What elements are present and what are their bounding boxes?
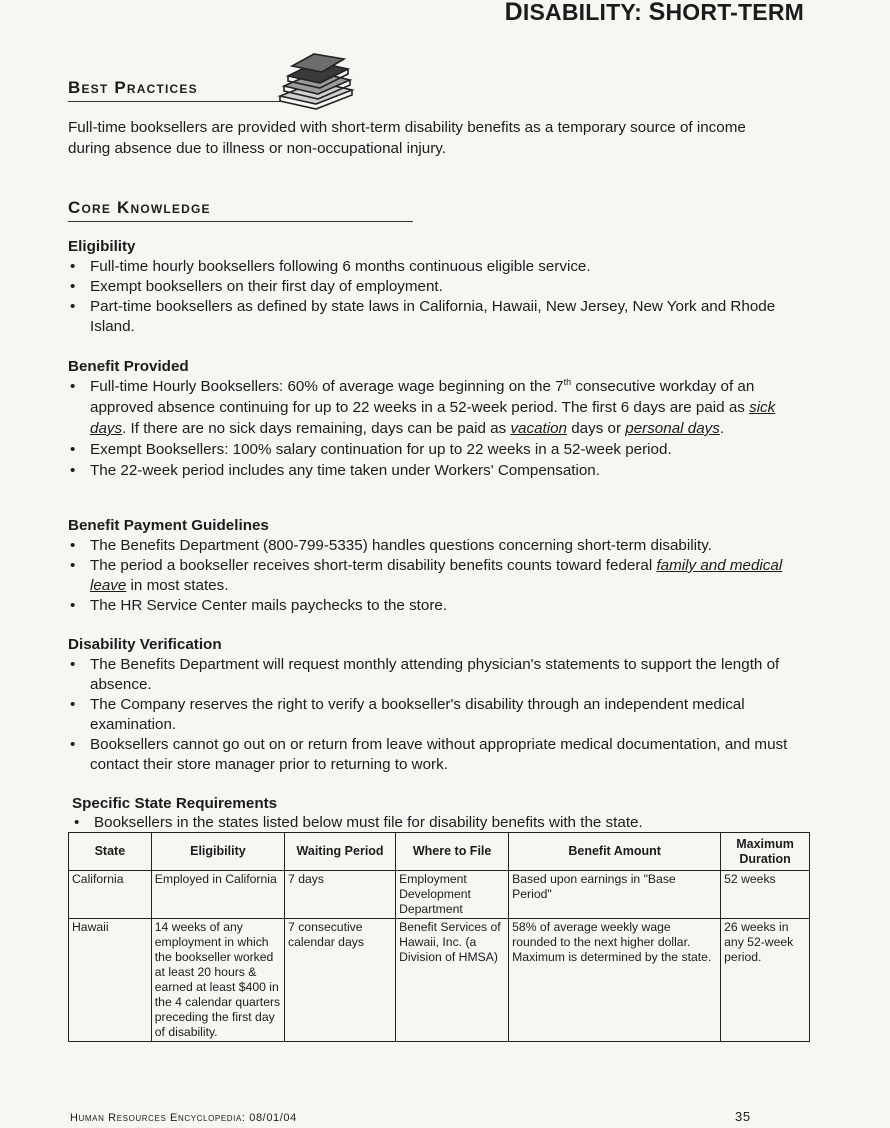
verification-heading: Disability Verification: [68, 636, 222, 653]
column-header: Where to File: [396, 833, 509, 871]
list-item: • The period a bookseller receives short-term disability benefits counts toward federal family and medical leave in most states.: [68, 556, 808, 596]
table-cell: Employed in California: [151, 871, 284, 919]
core-knowledge-rule: [68, 221, 413, 222]
table-cell: 14 weeks of any employment in which the bookseller worked at least 20 hours & earned at least $400 in the 4 calendar quarters preceding the first day of disability.: [151, 919, 284, 1042]
table-cell: Based upon earnings in "Base Period": [509, 871, 721, 919]
column-header: Maximum Duration: [721, 833, 810, 871]
payment-guidelines-heading: Benefit Payment Guidelines: [68, 517, 269, 534]
list-item: • Exempt Booksellers: 100% salary continuation for up to 22 weeks in a 52-week period.: [68, 439, 808, 460]
best-practices-text: Full-time booksellers are provided with short-term disability benefits as a temporary source of income during absence due to illness or non-occupational injury.: [68, 119, 746, 157]
state-requirements-heading: Specific State Requirements: [72, 795, 278, 812]
list-item: • Part-time booksellers as defined by state laws in California, Hawaii, New Jersey, New York and Rhode Island.: [68, 297, 798, 337]
footer-source: Human Resources Encyclopedia: 08/01/04: [70, 1112, 297, 1124]
benefit-provided-heading: Benefit Provided: [68, 358, 189, 375]
table-cell: California: [69, 871, 152, 919]
list-item: • Full-time Hourly Booksellers: 60% of average wage beginning on the 7th consecutive workday of an approved absence continuing for up to 22 weeks in a 52-week period. The first 6 days are paid as sick days. If there are no sick days remaining, days can be paid as vacation days or personal days.: [68, 376, 808, 439]
sick-days-link[interactable]: sick days: [90, 399, 776, 437]
family-medical-leave-link[interactable]: family and medical leave: [90, 557, 783, 594]
table-cell: 7 days: [285, 871, 396, 919]
list-item: • The HR Service Center mails paychecks to the store.: [68, 596, 808, 616]
verification-list: [68, 655, 788, 775]
eligibility-heading: Eligibility: [68, 238, 136, 255]
column-header: Benefit Amount: [509, 833, 721, 871]
list-item: • Booksellers cannot go out on or return from leave without appropriate medical documentation, and must contact their store manager prior to returning to work.: [68, 735, 788, 775]
list-item: • The Company reserves the right to verify a bookseller's disability through an independent medical examination.: [68, 695, 788, 735]
table-cell: 58% of average weekly wage rounded to the next higher dollar. Maximum is determined by the state.: [509, 919, 721, 1042]
table-cell: 26 weeks in any 52-week period.: [721, 919, 810, 1042]
list-item: • The Benefits Department will request monthly attending physician's statements to support the length of absence.: [68, 655, 788, 695]
table-cell: Benefit Services of Hawaii, Inc. (a Division of HMSA): [396, 919, 509, 1042]
list-item: • Full-time hourly booksellers following 6 months continuous eligible service.: [68, 257, 798, 277]
core-knowledge-heading: Core Knowledge: [68, 198, 211, 217]
list-item: • The 22-week period includes any time taken under Workers' Compensation.: [68, 460, 808, 481]
vacation-link[interactable]: vacation: [510, 420, 568, 437]
benefit-provided-list: [68, 376, 808, 481]
state-requirements-intro: [72, 813, 792, 833]
table-cell: 7 consecutive calendar days: [285, 919, 396, 1042]
column-header: Waiting Period: [285, 833, 396, 871]
list-item: • Booksellers in the states listed below must file for disability benefits with the state.: [72, 813, 792, 833]
page-number: 35: [735, 1109, 751, 1124]
table-row: [69, 871, 810, 919]
page-title: DISABILITY: SHORT-TERM: [504, 0, 804, 26]
list-item: • The Benefits Department (800-799-5335) handles questions concerning short-term disability.: [68, 536, 808, 556]
table-row: [69, 919, 810, 1042]
eligibility-list: [68, 257, 798, 337]
column-header: State: [69, 833, 152, 871]
table-cell: Hawaii: [69, 919, 152, 1042]
list-item: • Exempt booksellers on their first day of employment.: [68, 277, 798, 297]
table-cell: Employment Development Department: [396, 871, 509, 919]
column-header: Eligibility: [151, 833, 284, 871]
book-stack-icon: [272, 52, 358, 110]
best-practices-rule: [68, 101, 283, 102]
best-practices-heading: Best Practices: [68, 78, 198, 97]
table-header-row: [69, 833, 810, 871]
payment-guidelines-list: [68, 536, 808, 616]
state-requirements-table: [68, 832, 810, 1042]
personal-days-link[interactable]: personal days: [625, 420, 720, 437]
table-cell: 52 weeks: [721, 871, 810, 919]
